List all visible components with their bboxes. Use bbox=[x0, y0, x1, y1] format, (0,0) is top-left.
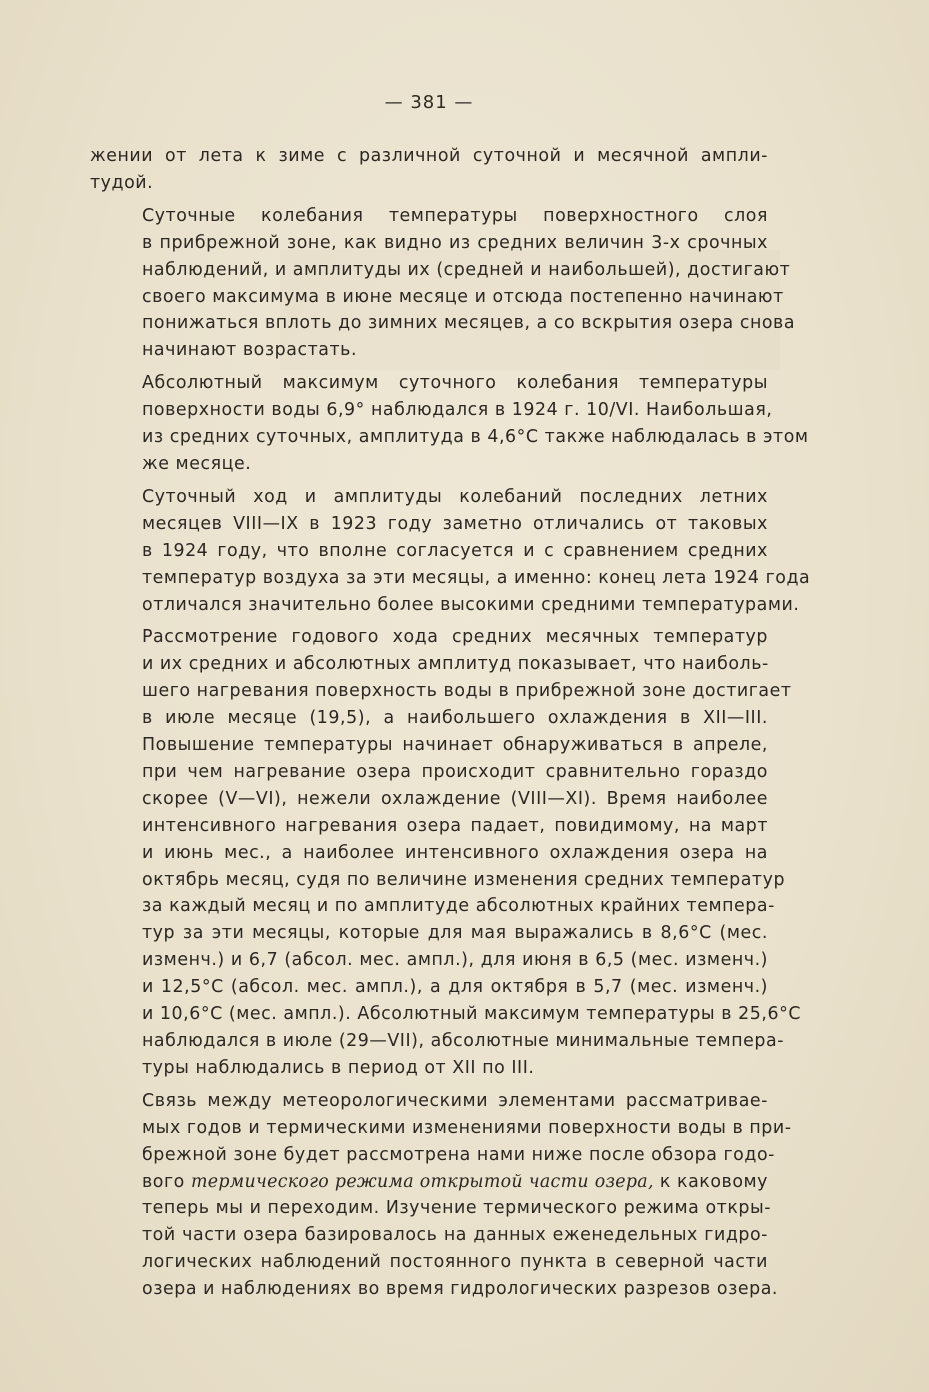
text-line: озера и наблюдениях во время гидрологических разрезов озера. bbox=[142, 1279, 778, 1300]
body-text bbox=[90, 143, 811, 1309]
text-line: мых годов и термическими изменениями поверхности воды в при- bbox=[142, 1117, 792, 1138]
paragraph-6 bbox=[90, 1088, 792, 1303]
text-line: Связь между метеорологическими элементами рассматривае- bbox=[142, 1090, 768, 1111]
text-line: же месяце. bbox=[142, 453, 252, 474]
text-line: отличался значительно более высокими средними температурами. bbox=[142, 594, 800, 615]
text-line: Повышение температуры начинает обнаруживаться в апреле, bbox=[142, 735, 768, 756]
italic-phrase: термического режима открытой части озера, bbox=[190, 1171, 654, 1192]
text-line: наблюдался в июле (29—VII), абсолютные минимальные темпера- bbox=[142, 1031, 785, 1051]
text-line: начинают возрастать. bbox=[142, 340, 358, 361]
text-line: брежной зоне будет рассмотрена нами ниже после обзора годо- bbox=[142, 1144, 775, 1165]
text-line: при чем нагревание озера происходит сравнительно гораздо bbox=[142, 761, 768, 782]
text-line: логических наблюдений постоянного пункта в северной части bbox=[142, 1252, 768, 1273]
text-fragment: к каковому bbox=[659, 1171, 769, 1192]
text-line: в прибрежной зоне, как видно из средних величин 3-х срочных bbox=[142, 232, 768, 253]
text-line: туры наблюдались в период от XII по III. bbox=[142, 1057, 535, 1078]
paragraph-4 bbox=[90, 484, 811, 619]
text-line: Абсолютный максимум суточного колебания температуры bbox=[142, 373, 768, 394]
text-line: в июле месяце (19,5), а наибольшего охлаждения в XII—III. bbox=[142, 708, 768, 729]
text-line: скорее (V—VI), нежели охлаждение (VIII—XI). Время наиболее bbox=[142, 788, 768, 809]
text-line: в 1924 году, что вполне согласуется и с сравнением средних bbox=[142, 540, 768, 561]
text-line: Суточный ход и амплитуды колебаний последних летних bbox=[142, 486, 768, 507]
text-line: и 12,5°С (абсол. мес. ампл.), а для октября в 5,7 (мес. изменч.) bbox=[142, 977, 768, 998]
text-line: своего максимума в июне месяце и отсюда постепенно начинают bbox=[142, 286, 784, 307]
text-line: Рассмотрение годового хода средних месячных температур bbox=[142, 627, 768, 648]
text-line: за каждый месяц и по амплитуде абсолютных крайних темпера- bbox=[142, 896, 775, 917]
text-line: из средних суточных, амплитуда в 4,6°С также наблюдалась в этом bbox=[142, 427, 809, 448]
text-line: и июнь мес., а наиболее интенсивного охлаждения озера на bbox=[142, 842, 768, 863]
text-line: теперь мы и переходим. Изучение термического режима откры- bbox=[142, 1198, 772, 1219]
text-line: поверхности воды 6,9° наблюдался в 1924 г. 10/VI. Наибольшая, bbox=[142, 400, 773, 421]
paragraph-1 bbox=[90, 143, 768, 197]
text-line: месяцев VIII—IX в 1923 году заметно отличались от таковых bbox=[142, 513, 768, 534]
text-fragment: вого bbox=[142, 1171, 185, 1192]
text-line: тудой. bbox=[90, 172, 154, 193]
text-line: наблюдений, и амплитуды их (средней и наибольшей), достигают bbox=[142, 259, 791, 280]
text-line: жении от лета к зиме с различной суточной и месячной ампли- bbox=[90, 146, 768, 166]
text-line: понижаться вплоть до зимних месяцев, а со вскрытия озера снова bbox=[142, 313, 796, 334]
text-line: и их средних и абсолютных амплитуд показывает, что наиболь- bbox=[142, 654, 769, 675]
paragraph-2 bbox=[90, 203, 796, 364]
paragraph-5 bbox=[90, 624, 802, 1081]
text-line: той части озера базировалось на данных еженедельных гидро- bbox=[142, 1225, 768, 1246]
text-line: октябрь месяц, судя по величине изменения средних температур bbox=[142, 869, 786, 890]
text-line: интенсивного нагревания озера падает, повидимому, на март bbox=[142, 815, 768, 836]
page-number: — 381 — bbox=[384, 92, 474, 113]
text-line-with-italic bbox=[90, 1169, 768, 1196]
text-line: изменч.) и 6,7 (абсол. мес. ампл.), для июня в 6,5 (мес. изменч.) bbox=[142, 950, 768, 971]
text-line: Суточные колебания температуры поверхностного слоя bbox=[142, 205, 768, 226]
text-line: шего нагревания поверхность воды в прибрежной зоне достигает bbox=[142, 681, 792, 702]
text-line: тур за эти месяцы, которые для мая выражались в 8,6°С (мес. bbox=[142, 923, 768, 944]
paragraph-3 bbox=[90, 370, 809, 478]
text-line: температур воздуха за эти месяцы, а именно: конец лета 1924 года bbox=[142, 567, 811, 588]
text-line: и 10,6°С (мес. ампл.). Абсолютный максимум температуры в 25,6°С bbox=[142, 1004, 802, 1025]
